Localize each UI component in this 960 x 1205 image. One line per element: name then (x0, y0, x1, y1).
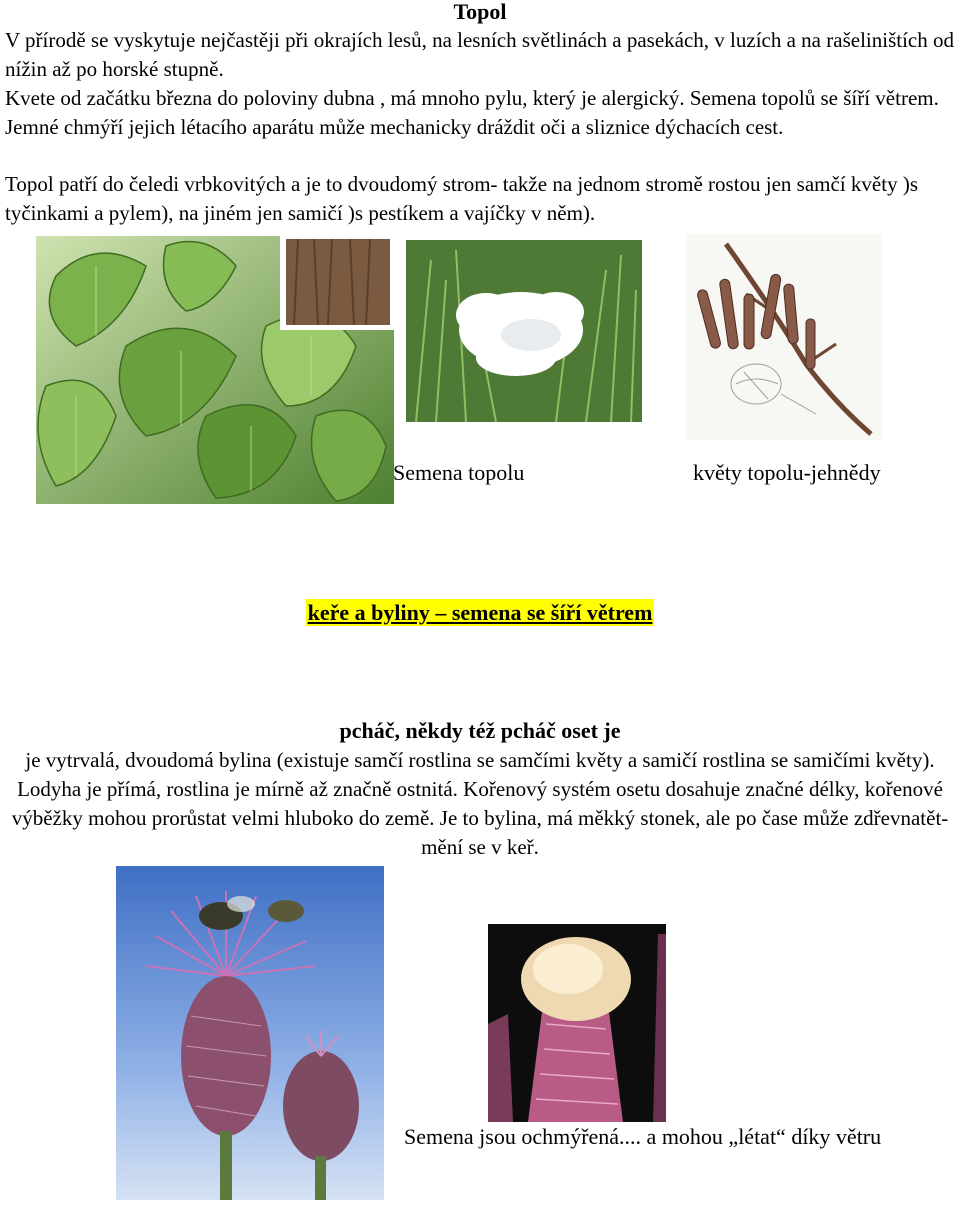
thistle-heading: pcháč, někdy též pcháč oset je (339, 718, 621, 743)
caption-poplar-catkins: květy topolu-jehnědy (693, 460, 881, 485)
section-heading-shrubs-herbs (0, 600, 960, 626)
caption-poplar-seeds: Semena topolu (393, 460, 525, 485)
thistle-seedhead-photo (488, 924, 666, 1122)
page-title: Topol (453, 0, 507, 24)
thistle-flowers-photo (116, 866, 384, 1200)
poplar-leaves-photo (36, 236, 394, 504)
poplar-catkins-photo (686, 234, 882, 440)
section-heading-text: keře a byliny – semena se šíří větrem (307, 600, 653, 625)
paragraph-thistle: je vytrvalá, dvoudomá bylina (existuje samčí rostlina se samčími květy a samičí rostlina se samičími květy). Lodyha je přímá, rostlina je mírně až značně ostnitá. Kořenový systém osetu dosahuje značné délky, kořenové výběžky mohou prorůstat velmi hluboko do země. Je to bylina, má měkký stonek, ale po čase může zdřevnatět- mění se v keř. (11, 748, 949, 859)
paragraph-dioecious: Topol patří do čeledi vrbkovitých a je to dvoudomý strom- takže na jednom stromě rostou jen samčí květy )s tyčinkami a pylem), na jiném jen samičí )s pestíkem a vajíčky v něm). (5, 172, 918, 225)
paragraph-habitat: V přírodě se vyskytuje nejčastěji při okrajích lesů, na lesních světlinách a pasekách, v luzích a na rašeliništích od nížin až po horské stupně. (5, 28, 954, 81)
caption-thistle-seeds: Semena jsou ochmýřená.... a mohou „létat“ díky větru (404, 1124, 882, 1149)
poplar-seeds-photo (406, 240, 642, 422)
paragraph-flowering: Kvete od začátku března do poloviny dubna , má mnoho pylu, který je alergický. Semena topolů se šíří větrem. Jemné chmýří jejich létacího aparátu může mechanicky dráždit oči a sliznice dýchacích cest. (5, 86, 939, 139)
